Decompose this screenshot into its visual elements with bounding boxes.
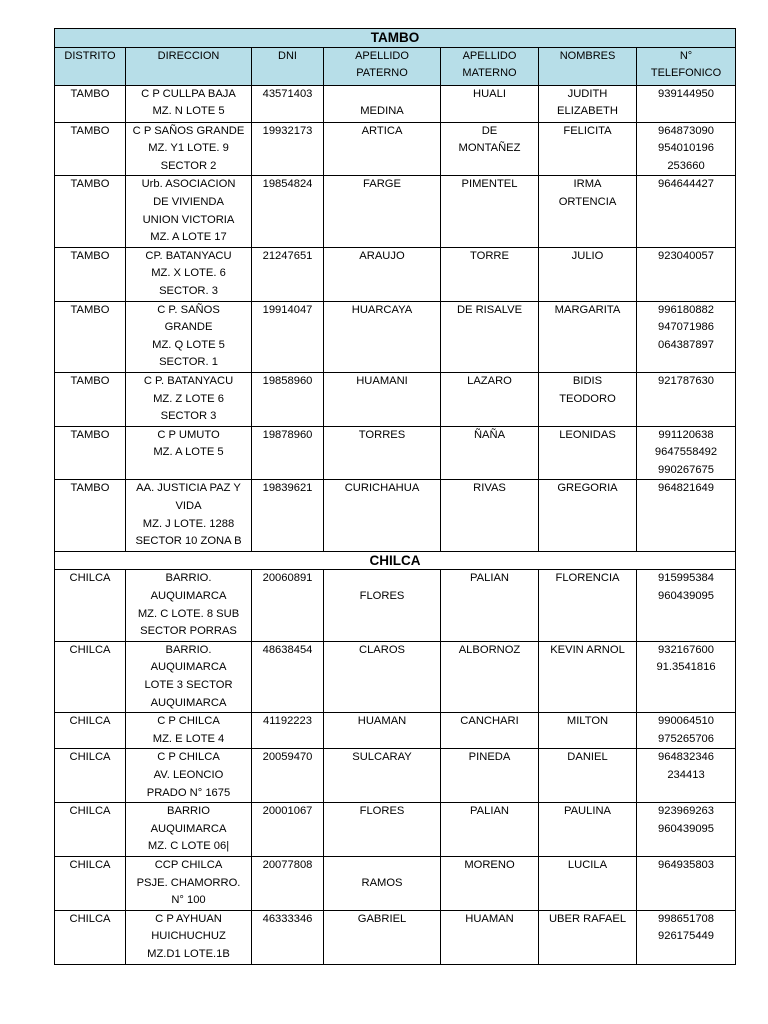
cell-materno: CANCHARI (441, 713, 539, 749)
cell-telefono: 932167600 91.3541816 (637, 641, 736, 712)
cell-paterno: RAMOS (324, 856, 441, 910)
cell-nombres: DANIEL (539, 749, 637, 803)
cell-distrito: CHILCA (55, 570, 126, 641)
cell-direccion: BARRIO AUQUIMARCA MZ. C LOTE 06| (126, 803, 252, 857)
cell-nombres: UBER RAFAEL (539, 910, 637, 964)
cell-dni: 21247651 (252, 247, 324, 301)
cell-direccion: C P CHILCA AV. LEONCIO PRADO N° 1675 (126, 749, 252, 803)
cell-distrito: CHILCA (55, 713, 126, 749)
cell-nombres: MILTON (539, 713, 637, 749)
table-row (55, 176, 736, 247)
cell-materno: TORRE (441, 247, 539, 301)
cell-telefono: 996180882 947071986 064387897 (637, 301, 736, 372)
column-header-paterno: APELLIDO PATERNO (324, 47, 441, 85)
section-title: CHILCA (55, 551, 736, 570)
cell-paterno: MEDINA (324, 85, 441, 122)
cell-paterno: HUAMANI (324, 372, 441, 426)
cell-materno: MORENO (441, 856, 539, 910)
cell-dni: 19932173 (252, 122, 324, 176)
cell-distrito: TAMBO (55, 122, 126, 176)
cell-telefono: 923969263 960439095 (637, 803, 736, 857)
cell-direccion: BARRIO. AUQUIMARCA MZ. C LOTE. 8 SUB SECTOR PORRAS (126, 570, 252, 641)
cell-telefono: 964873090 954010196 253660 (637, 122, 736, 176)
cell-nombres: JUDITH ELIZABETH (539, 85, 637, 122)
cell-materno: PALIAN (441, 570, 539, 641)
cell-distrito: TAMBO (55, 372, 126, 426)
cell-paterno: TORRES (324, 426, 441, 480)
cell-telefono: 990064510 975265706 (637, 713, 736, 749)
cell-telefono: 923040057 (637, 247, 736, 301)
table-row (55, 570, 736, 641)
column-header-telefono: N° TELEFONICO (637, 47, 736, 85)
cell-direccion: C P CHILCA MZ. E LOTE 4 (126, 713, 252, 749)
contacts-table (54, 28, 736, 965)
table-row (55, 122, 736, 176)
cell-materno: PIMENTEL (441, 176, 539, 247)
cell-nombres: FLORENCIA (539, 570, 637, 641)
cell-direccion: C P AYHUAN HUICHUCHUZ MZ.D1 LOTE.1B (126, 910, 252, 964)
cell-materno: HUAMAN (441, 910, 539, 964)
table-row (55, 301, 736, 372)
cell-dni: 19854824 (252, 176, 324, 247)
cell-materno: ÑAÑA (441, 426, 539, 480)
cell-nombres: LUCILA (539, 856, 637, 910)
column-header-distrito: DISTRITO (55, 47, 126, 85)
table-row (55, 247, 736, 301)
cell-dni: 19914047 (252, 301, 324, 372)
column-header-direccion: DIRECCION (126, 47, 252, 85)
table-row (55, 85, 736, 122)
cell-dni: 19878960 (252, 426, 324, 480)
cell-telefono: 964821649 (637, 480, 736, 551)
cell-direccion: C P SAÑOS GRANDE MZ. Y1 LOTE. 9 SECTOR 2 (126, 122, 252, 176)
cell-dni: 20059470 (252, 749, 324, 803)
cell-paterno: HUAMAN (324, 713, 441, 749)
cell-dni: 48638454 (252, 641, 324, 712)
cell-paterno: HUARCAYA (324, 301, 441, 372)
cell-distrito: CHILCA (55, 856, 126, 910)
cell-telefono: 998651708 926175449 (637, 910, 736, 964)
cell-nombres: LEONIDAS (539, 426, 637, 480)
cell-nombres: FELICITA (539, 122, 637, 176)
section-title: TAMBO (55, 29, 736, 48)
cell-nombres: KEVIN ARNOL (539, 641, 637, 712)
cell-telefono: 915995384 960439095 (637, 570, 736, 641)
column-header-materno: APELLIDO MATERNO (441, 47, 539, 85)
table-row (55, 749, 736, 803)
column-header-dni: DNI (252, 47, 324, 85)
cell-distrito: TAMBO (55, 176, 126, 247)
cell-materno: DE RISALVE (441, 301, 539, 372)
cell-paterno: GABRIEL (324, 910, 441, 964)
table-row (55, 426, 736, 480)
cell-dni: 19839621 (252, 480, 324, 551)
cell-distrito: TAMBO (55, 85, 126, 122)
section-title-row (55, 29, 736, 48)
cell-dni: 43571403 (252, 85, 324, 122)
section-title-row (55, 551, 736, 570)
cell-direccion: Urb. ASOCIACION DE VIVIENDA UNION VICTORIA MZ. A LOTE 17 (126, 176, 252, 247)
cell-telefono: 939144950 (637, 85, 736, 122)
header-row (55, 47, 736, 85)
cell-paterno: FLORES (324, 570, 441, 641)
cell-distrito: TAMBO (55, 426, 126, 480)
cell-nombres: MARGARITA (539, 301, 637, 372)
cell-dni: 19858960 (252, 372, 324, 426)
column-header-nombres: NOMBRES (539, 47, 637, 85)
cell-telefono: 991120638 9647558492 990267675 (637, 426, 736, 480)
table-row (55, 372, 736, 426)
cell-materno: ALBORNOZ (441, 641, 539, 712)
table-row (55, 713, 736, 749)
cell-direccion: C P UMUTO MZ. A LOTE 5 (126, 426, 252, 480)
cell-materno: HUALI (441, 85, 539, 122)
cell-telefono: 964832346 234413 (637, 749, 736, 803)
cell-direccion: BARRIO. AUQUIMARCA LOTE 3 SECTOR AUQUIMARCA (126, 641, 252, 712)
cell-distrito: CHILCA (55, 641, 126, 712)
cell-paterno: FLORES (324, 803, 441, 857)
cell-telefono: 921787630 (637, 372, 736, 426)
cell-nombres: PAULINA (539, 803, 637, 857)
cell-direccion: CP. BATANYACU MZ. X LOTE. 6 SECTOR. 3 (126, 247, 252, 301)
cell-distrito: TAMBO (55, 247, 126, 301)
table-row (55, 910, 736, 964)
cell-direccion: C P. BATANYACU MZ. Z LOTE 6 SECTOR 3 (126, 372, 252, 426)
cell-nombres: GREGORIA (539, 480, 637, 551)
cell-distrito: TAMBO (55, 480, 126, 551)
cell-dni: 41192223 (252, 713, 324, 749)
table-row (55, 480, 736, 551)
cell-direccion: CCP CHILCA PSJE. CHAMORRO. N° 100 (126, 856, 252, 910)
table-row (55, 641, 736, 712)
cell-dni: 20077808 (252, 856, 324, 910)
cell-paterno: SULCARAY (324, 749, 441, 803)
table-row (55, 803, 736, 857)
cell-dni: 20001067 (252, 803, 324, 857)
cell-distrito: TAMBO (55, 301, 126, 372)
cell-dni: 20060891 (252, 570, 324, 641)
cell-materno: PALIAN (441, 803, 539, 857)
cell-distrito: CHILCA (55, 803, 126, 857)
cell-nombres: IRMA ORTENCIA (539, 176, 637, 247)
cell-direccion: C P CULLPA BAJA MZ. N LOTE 5 (126, 85, 252, 122)
cell-telefono: 964644427 (637, 176, 736, 247)
cell-dni: 46333346 (252, 910, 324, 964)
cell-distrito: CHILCA (55, 910, 126, 964)
cell-distrito: CHILCA (55, 749, 126, 803)
cell-materno: LAZARO (441, 372, 539, 426)
cell-materno: DE MONTAÑEZ (441, 122, 539, 176)
table-row (55, 856, 736, 910)
cell-telefono: 964935803 (637, 856, 736, 910)
cell-paterno: ARAUJO (324, 247, 441, 301)
cell-nombres: JULIO (539, 247, 637, 301)
cell-direccion: AA. JUSTICIA PAZ Y VIDA MZ. J LOTE. 1288 SECTOR 10 ZONA B (126, 480, 252, 551)
cell-nombres: BIDIS TEODORO (539, 372, 637, 426)
table-body (55, 29, 736, 965)
cell-paterno: FARGE (324, 176, 441, 247)
cell-paterno: CURICHAHUA (324, 480, 441, 551)
cell-paterno: CLAROS (324, 641, 441, 712)
cell-materno: PINEDA (441, 749, 539, 803)
cell-direccion: C P. SAÑOS GRANDE MZ. Q LOTE 5 SECTOR. 1 (126, 301, 252, 372)
cell-paterno: ARTICA (324, 122, 441, 176)
cell-materno: RIVAS (441, 480, 539, 551)
